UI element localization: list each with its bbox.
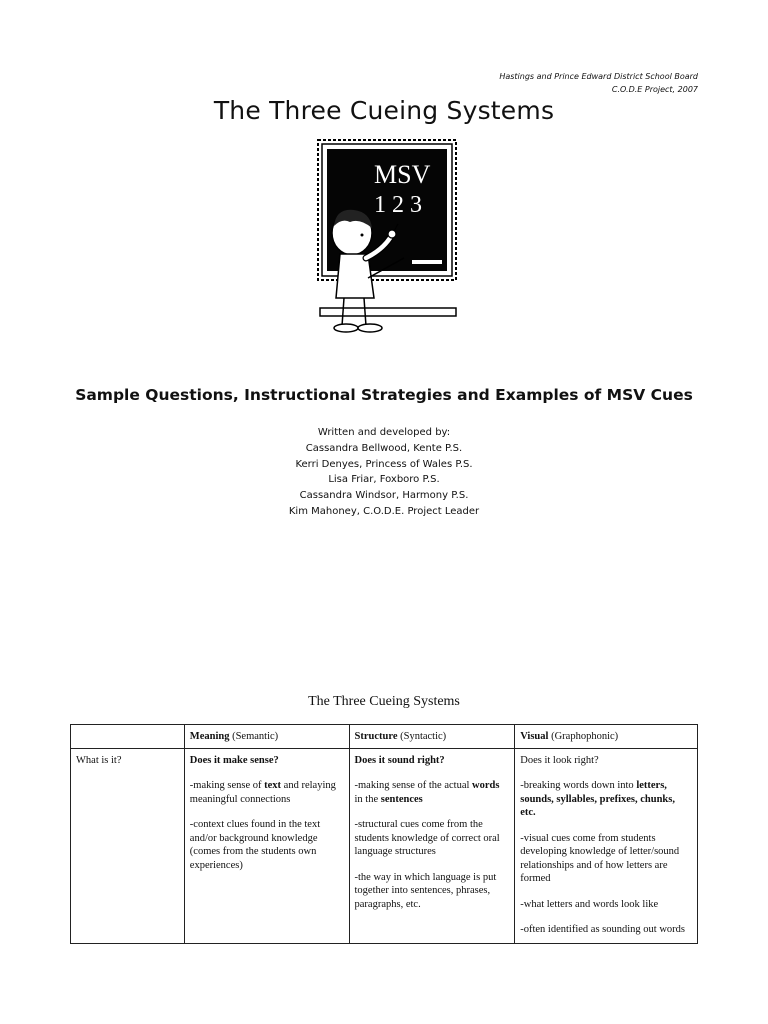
- header-cell-meaning: [184, 725, 349, 749]
- structure-point-2: -structural cues come from the students knowledge of correct oral language structures: [354, 819, 500, 857]
- visual-point-4: -often identified as sounding out words: [520, 924, 685, 935]
- visual-cell: [515, 748, 698, 943]
- header-visual-rest: (Graphophonic): [548, 731, 619, 742]
- visual-point-1: -breaking words down into letters, sounds, syllables, prefixes, chunks, etc.: [520, 780, 675, 818]
- header-cell-structure: [349, 725, 515, 749]
- meaning-cell: [184, 748, 349, 943]
- visual-point-2: -visual cues come from students developing knowledge of letter/sound relationships and of how letters are formed: [520, 832, 680, 884]
- credit-author: Cassandra Bellwood, Kente P.S.: [305, 442, 463, 454]
- page-title: The Three Cueing Systems: [213, 96, 555, 125]
- visual-point-3: -what letters and words look like: [520, 898, 659, 910]
- header-structure-rest: (Syntactic): [397, 731, 447, 742]
- header-structure-bold: Structure: [354, 731, 398, 742]
- credit-author: Kim Mahoney, C.O.D.E. Project Leader: [288, 505, 480, 517]
- header-project: C.O.D.E Project, 2007: [611, 85, 698, 94]
- board-text-numbers: 1 2 3: [374, 192, 422, 218]
- credit-author: Cassandra Windsor, Harmony P.S.: [299, 490, 469, 502]
- board-text-msv: MSV: [374, 160, 431, 189]
- header-meaning-bold: Meaning: [189, 731, 230, 742]
- meaning-point-2: -context clues found in the text and/or background knowledge (comes from the students own experiences): [189, 819, 321, 871]
- row-label: What is it?: [71, 748, 185, 943]
- header-meaning-rest: (Semantic): [229, 731, 279, 742]
- teacher-chalkboard-illustration: [312, 138, 462, 338]
- meaning-point-1: -making sense of text and relaying meaningful connections: [189, 780, 336, 805]
- table-title: The Three Cueing Systems: [308, 694, 460, 709]
- credit-author: Kerri Denyes, Princess of Wales P.S.: [295, 458, 473, 470]
- header-cell-visual: [515, 725, 698, 749]
- structure-point-3: -the way in which language is put together into sentences, phrases, paragraphs, etc.: [354, 871, 497, 910]
- credit-author: Lisa Friar, Foxboro P.S.: [328, 474, 440, 486]
- structure-cell: [349, 748, 515, 943]
- header-school-board: Hastings and Prince Edward District School Board: [499, 72, 698, 81]
- header-visual-bold: Visual: [520, 731, 549, 742]
- credits-intro: Written and developed by:: [317, 427, 451, 438]
- meaning-question: Does it make sense?: [189, 754, 279, 766]
- table-header-row: [71, 725, 698, 749]
- structure-point-1: -making sense of the actual words in the sentences: [354, 780, 500, 805]
- header-cell-empty: [71, 725, 185, 749]
- table-row: [71, 748, 698, 943]
- visual-question: Does it look right?: [520, 754, 599, 766]
- document-subtitle: Sample Questions, Instructional Strategies and Examples of MSV Cues: [75, 386, 693, 404]
- cueing-systems-table: [70, 724, 698, 944]
- credits-block: [0, 425, 768, 520]
- document-header: [499, 70, 698, 96]
- structure-question: Does it sound right?: [354, 754, 445, 766]
